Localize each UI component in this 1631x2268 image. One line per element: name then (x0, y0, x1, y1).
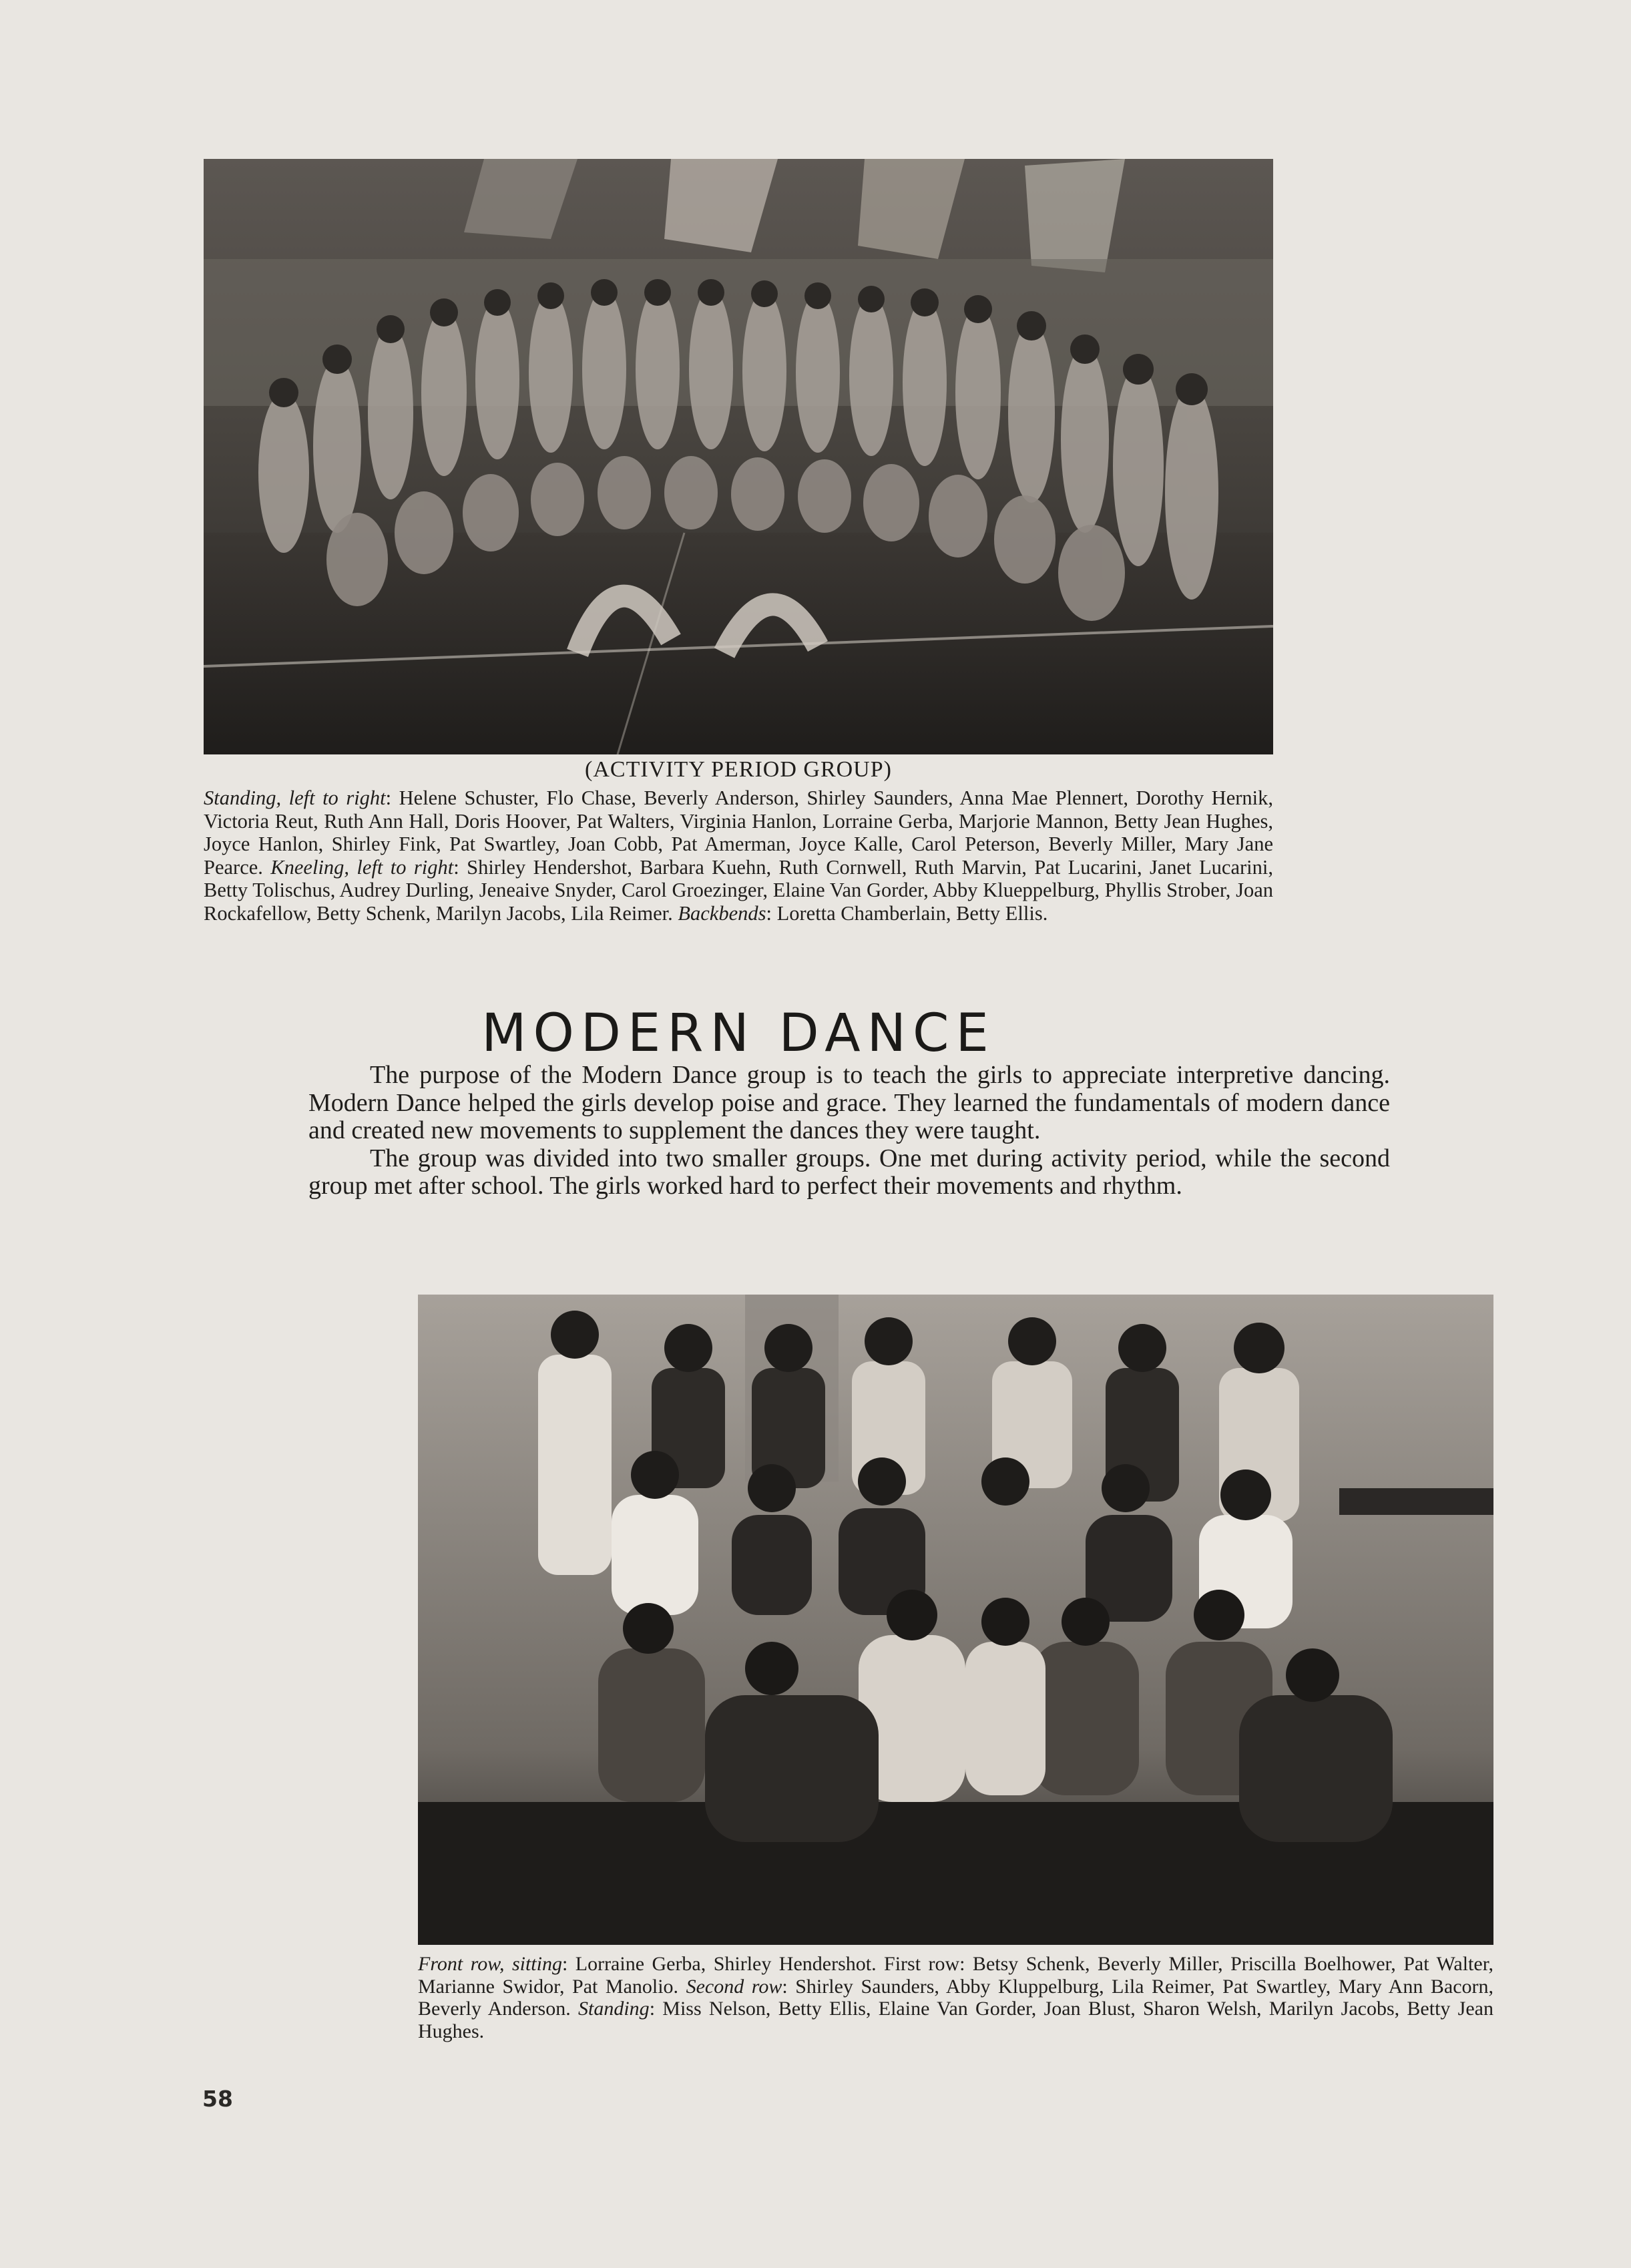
modern-dance-group-photo-art (418, 1295, 1493, 1945)
activity-period-group-photo (204, 159, 1273, 754)
modern-dance-caption (418, 1953, 1493, 2042)
activity-group-caption (204, 786, 1273, 925)
body-paragraph-2: The group was divided into two smaller groups. One met during activity period, while the second group met after school. The girls worked hard to perfect their movements and rhythm. (308, 1144, 1390, 1200)
backbends-names: : Loretta Chamberlain, Betty Ellis. (766, 901, 1048, 925)
standing-row-label: Standing (578, 1998, 650, 2020)
page-number: 58 (202, 2086, 233, 2112)
backbends-label: Backbends (678, 901, 766, 925)
section-body (308, 1062, 1390, 1200)
modern-dance-group-photo (418, 1295, 1493, 1945)
kneeling-names: : Shirley Hendershot, Barbara Kuehn, Ruth Cornwell, Ruth Marvin, Pat Lucarini, Janet Lucarini, Betty Tolischus, Audrey Durling, Jeneaive Snyder, Carol Groezinger, Elaine Van Gorder, Abby Klueppelburg, Phyllis Strober, Joan Rockafellow, Betty Schenk, Marilyn Jacobs, Lila Reimer. (204, 855, 1273, 925)
second-row-names: : Shirley Saunders, Abby Kluppelburg, Lila Reimer, Pat Swartley, Mary Ann Bacorn, Beverly Anderson. (418, 1975, 1493, 2020)
activity-period-group-photo-art (204, 159, 1273, 754)
standing-row-names: : Miss Nelson, Betty Ellis, Elaine Van Gorder, Joan Blust, Sharon Welsh, Marilyn Jacobs, Betty Jean Hughes. (418, 1998, 1493, 2042)
front-row-label: Front row, sitting (418, 1953, 562, 1975)
activity-group-caption-title: (ACTIVITY PERIOD GROUP) (585, 757, 892, 782)
body-paragraph-1: The purpose of the Modern Dance group is to teach the girls to appreciate interpretive dancing. Modern Dance helped the girls develop poise and grace. They learned the fundamentals of modern dance and created new movements to supplement the dances they were taught. (308, 1061, 1390, 1144)
standing-names: : Helene Schuster, Flo Chase, Beverly Anderson, Shirley Saunders, Anna Mae Plennert, Dorothy Hernik, Victoria Reut, Ruth Ann Hall, Doris Hoover, Pat Walters, Virginia Hanlon, Lorraine Gerba, Marjorie Mannon, Betty Jean Hughes, Joyce Hanlon, Shirley Fink, Pat Swartley, Joan Cobb, Pat Amerman, Joyce Kalle, Carol Peterson, Beverly Miller, Mary Jane Pearce. (204, 786, 1273, 879)
kneeling-label: Kneeling, left to right (270, 855, 454, 879)
front-row-names: : Lorraine Gerba, Shirley Hendershot. First row: Betsy Schenk, Beverly Miller, Priscilla Boelhower, Pat Walter, Marianne Swidor, Pat Manolio. (418, 1953, 1493, 1998)
standing-label: Standing, left to right (204, 786, 386, 809)
section-heading: MODERN DANCE (481, 1003, 995, 1064)
second-row-label: Second row (686, 1975, 782, 1998)
